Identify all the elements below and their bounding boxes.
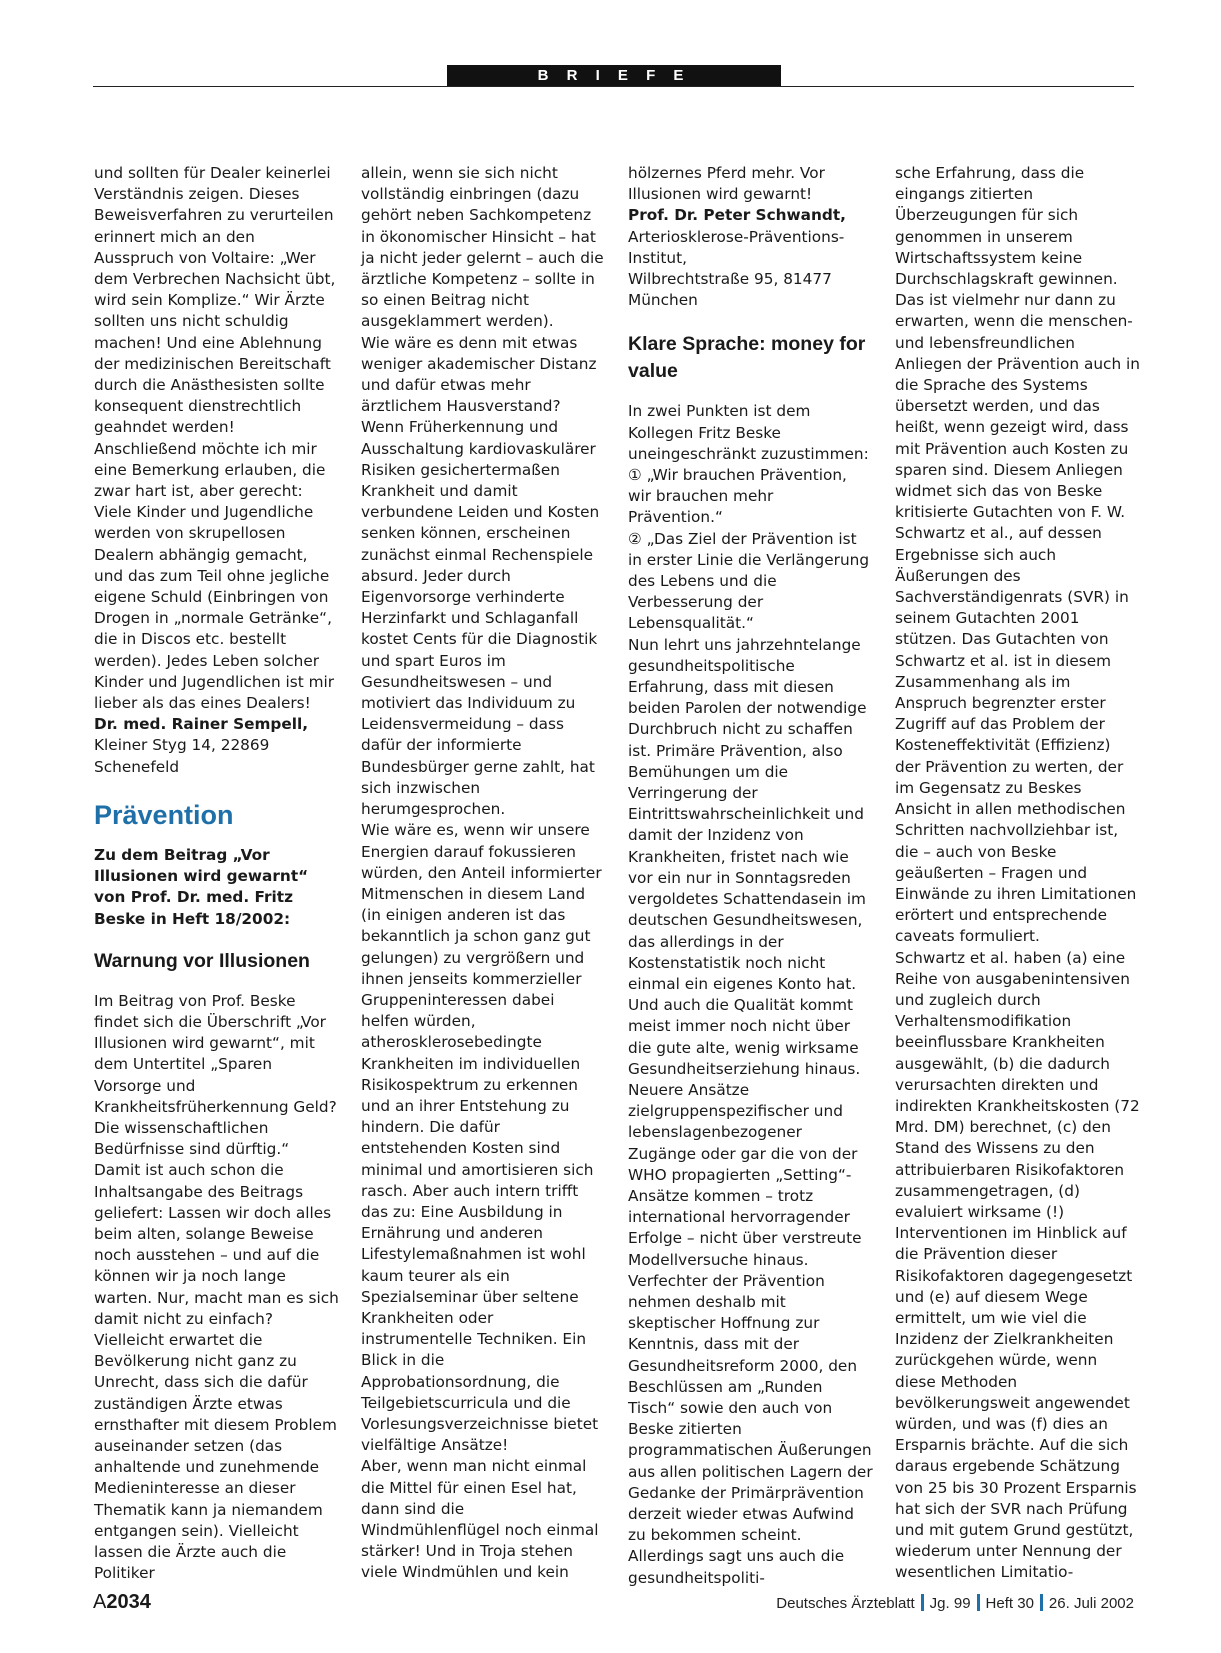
letter-paragraph: hölzernes Pferd mehr. Vor Illusionen wird gewarnt! [628,164,825,204]
page-number [93,1591,151,1614]
letter-headline: Warnung vor Illusionen [94,949,310,972]
page-number-value: 2034 [106,1591,151,1613]
footer-separator [1040,1594,1043,1611]
column-1 [94,163,339,1584]
letter-headline: Klare Sprache: money for value [628,333,866,383]
letter-paragraph: Im Beitrag von Prof. Beske findet sich die Überschrift „Vor Illusionen wird gewarnt“, mit dem Untertitel „Sparen Vorsorge und Krankheitsfrüherkennung Geld? Die wissenschaftlichen Bedürfnisse sind dürftig.“ Damit ist auch schon die Inhaltsangabe des Beitrags geliefert: Lassen wir doch alles beim alten, solange Beweise noch ausstehen – und auf die können wir ja noch lange warten. Nur, macht man es sich damit nicht zu einfach? Vielleicht erwartet die Bevölkerung nicht ganz zu Unrecht, dass sich die dafür zuständigen Ärzte etwas ernsthafter mit diesem Problem auseinander setzen (das anhaltende und zunehmende Medieninteresse an dieser Thematik kann ja niemandem entgangen sein). Vielleicht lassen die Ärzte auch die Politiker [94,991,339,1583]
signature-address: Arteriosklerose-Präventions-Institut, [628,227,845,267]
letter-paragraph: Schwartz et al. haben (a) eine Reihe von ausgabenintensiven und zugleich durch Verhaltensmodifikation beeinflussbare Krankheiten ausgewählt, (b) die dadurch verursachten direkten und indirekten Krankheitskosten (72 Mrd. DM) berechnet, (c) den Stand des Wissens zu den attribuierbaren Risikofaktoren zusammengetragen, (d) evaluiert wirksame (!) Interventionen im Hinblick auf die Prävention dieser Risikofaktoren dagegengesetzt und (e) auf diesem Wege ermittelt, um wie viel die Inzidenz der Zielkrankheiten zurückgehen würde, wenn diese Methoden bevölkerungsweit angewendet würden, und was (f) dies an Ersparnis brächte. Auf die sich daraus ergebende Schätzung von 25 bis 30 Prozent Ersparnis hat sich der SVR nach Prüfung und mit gutem Grund gestützt, wiederum unter Nennung der wesentlichen Limitatio- [895,948,1140,1582]
letter-paragraph: Wie wäre es, wenn wir unsere Energien darauf fokussieren würden, den Anteil informierter Mitmenschen in diesem Land (in einigen anderen ist das bekanntlich ja schon ganz gut gelungen) zu vergrößern und ihnen jenseits kommerzieller Gruppeninteressen dabei helfen würden, atherosklerosebedingte Krankheiten im individuellen Risikospektrum zu erkennen und an ihrer Entstehung zu hindern. Die dafür entstehenden Kosten sind minimal und amortisieren sich rasch. Aber auch intern trifft das zu: Eine Ausbildung in Ernährung und anderen Lifestylemaßnahmen ist wohl kaum teurer als ein Spezialseminar über seltene Krankheiten oder instrumentelle Techniken. Ein Blick in die Approbationsordnung, die Teilgebietscurricula und die Vorlesungsverzeichnisse bietet vielfältige Ansätze! [361,821,602,1455]
letter-paragraph: sche Erfahrung, dass die eingangs zitierten Überzeugungen für sich genommen in unserem Wirtschaftssystem keine Durchschlagskraft gewinnen. Das ist vielmehr nur dann zu erwarten, wenn die menschen- und lebensfreundlichen Anliegen der Prävention auch in die Sprache des Systems übersetzt werden, und das heißt, wenn gezeigt wird, dass mit Prävention auch Kosten zu sparen sind. Diesem Anliegen widmet sich das von Beske kritisierte Gutachten von F. W. Schwartz et al., auf dessen Ergebnisse sich auch Äußerungen des Sachverständigenrats (SVR) in seinem Gutachten 2001 stützen. Das Gutachten von Schwartz et al. ist in diesem Zusammenhang als im Anspruch begrenzter erster Zugriff auf das Problem der Kosteneffektivität (Effizienz) der Prävention zu werten, der im Gegensatz zu Beskes Ansicht in allen methodischen Schritten nachvollziehbar ist, die – auch von Beske geäußerten – Fragen und Einwände zu ihren Limitationen erörtert und entsprechende caveats formuliert. [895,164,1140,946]
footer-separator [921,1594,924,1611]
letter-paragraph: ② „Das Ziel der Prävention ist in erster Linie die Verlängerung des Lebens und die Verbesserung der Lebensqualität.“ [628,529,870,633]
section-title: Prävention [94,799,234,830]
journal-name: Deutsches Ärzteblatt [776,1595,915,1612]
letter-paragraph: ① „Wir brauchen Prävention, wir brauchen mehr Prävention.“ [628,466,847,527]
journal-issue: Heft 30 [985,1595,1034,1612]
letter-paragraph: Wie wäre es denn mit etwas weniger akademischer Distanz und dafür etwas mehr ärztlichem Hausverstand? Wenn Früherkennung und Ausschaltung kardiovaskulärer Risiken gesichertermaßen Krankheit und damit verbundene Leiden und Kosten senken können, erscheinen zunächst einmal Rechenspiele absurd. Jeder durch Eigenvorsorge verhinderte Herzinfarkt und Schlaganfall kostet Cents für die Diagnostik und spart Euros im Gesundheitswesen – und motiviert das Individuum zu Leidensvermeidung – dass dafür der informierte Bundesbürger gerne zahlt, hat sich inzwischen herumgesprochen. [361,333,600,819]
signature-name: Dr. med. Rainer Sempell, [94,715,309,734]
letter-paragraph: In zwei Punkten ist dem Kollegen Fritz Beske uneingeschränkt zuzustimmen: [628,402,869,463]
reference-intro: Zu dem Beitrag „Vor Illusionen wird gewarnt“ von Prof. Dr. med. Fritz Beske in Heft 18/2002: [94,845,309,928]
letter-paragraph: Aber, wenn man nicht einmal die Mittel für einen Esel hat, dann sind die Windmühlenflügel noch einmal stärker! Und in Troja stehen viele Windmühlen und kein [361,1457,599,1582]
letter-paragraph: Verfechter der Prävention nehmen deshalb mit skeptischer Hoffnung zur Kenntnis, dass mit der Gesundheitsreform 2000, den Beschlüssen am „Runden Tisch“ sowie den auch von Beske zitierten programmatischen Äußerungen aus allen politischen Lagern der Gedanke der Primärprävention derzeit wieder etwas Aufwind zu bekommen scheint. Allerdings sagt uns auch die gesundheitspoliti- [628,1271,873,1587]
section-header: B R I E F E [447,65,781,86]
footer-separator [977,1594,980,1611]
letter-paragraph: Nun lehrt uns jahrzehntelange gesundheitspolitische Erfahrung, dass mit diesen beiden Parolen der notwendige Durchbruch nicht zu schaffen ist. Primäre Prävention, also Bemühungen um die Verringerung der Eintrittswahrscheinlichkeit und damit der Inzidenz von Krankheiten, fristet nach wie vor ein nur in Sonntagsreden vergoldetes Schattendasein im deutschen Gesundheitswesen, das allerdings in der Kostenstatistik noch nicht einmal ein eigenes Konto hat. Und auch die Qualität kommt meist immer noch nicht über die gute alte, wenig wirksame Gesundheitserziehung hinaus. Neuere Ansätze zielgruppenspezifischer und lebenslagenbezogener Zugänge oder gar die von der WHO propagierten „Setting“-Ansätze kommen – trotz international hervorragender Erfolge – nicht über verstreute Modellversuche hinaus. [628,635,867,1269]
signature-address: Kleiner Styg 14, 22869 Schenefeld [94,736,270,776]
column-4 [895,163,1140,1584]
journal-footer [776,1594,1134,1612]
header-rule [93,86,1134,87]
column-3 [628,163,873,1589]
column-2 [361,163,606,1584]
letter-paragraph: und sollten für Dealer keinerlei Verständnis zeigen. Dieses Beweisverfahren zu verurteilen erinnert mich an den Ausspruch von Voltaire: „Wer dem Verbrechen Nachsicht übt, wird sein Komplize.“ Wir Ärzte sollten uns nicht schuldig machen! Und eine Ablehnung der medizinischen Bereitschaft durch die Anästhesisten sollte konsequent dienstrechtlich geahndet werden! Anschließend möchte ich mir eine Bemerkung erlauben, die zwar hart ist, aber gerecht: Viele Kinder und Jugendliche werden von skrupellosen Dealern abhängig gemacht, und das zum Teil ohne jegliche eigene Schuld (Einbringen von Drogen in „normale Getränke“, die in Discos etc. bestellt werden). Jedes Leben solcher Kinder und Jugendlichen ist mir lieber als das eines Dealers! [94,164,336,713]
signature-address: Wilbrechtstraße 95, 81477 München [628,270,832,310]
signature-name: Prof. Dr. Peter Schwandt, [628,206,846,225]
journal-date: 26. Juli 2002 [1048,1595,1134,1612]
journal-volume: Jg. 99 [929,1595,971,1612]
letter-paragraph: allein, wenn sie sich nicht vollständig einbringen (dazu gehört neben Sachkompetenz in ökonomischer Hinsicht – hat ja nicht jeder gelernt – auch die ärztliche Kompetenz – sollte in so einen Beitrag nicht ausgeklammert werden). [361,164,604,331]
page-prefix: A [93,1591,107,1613]
